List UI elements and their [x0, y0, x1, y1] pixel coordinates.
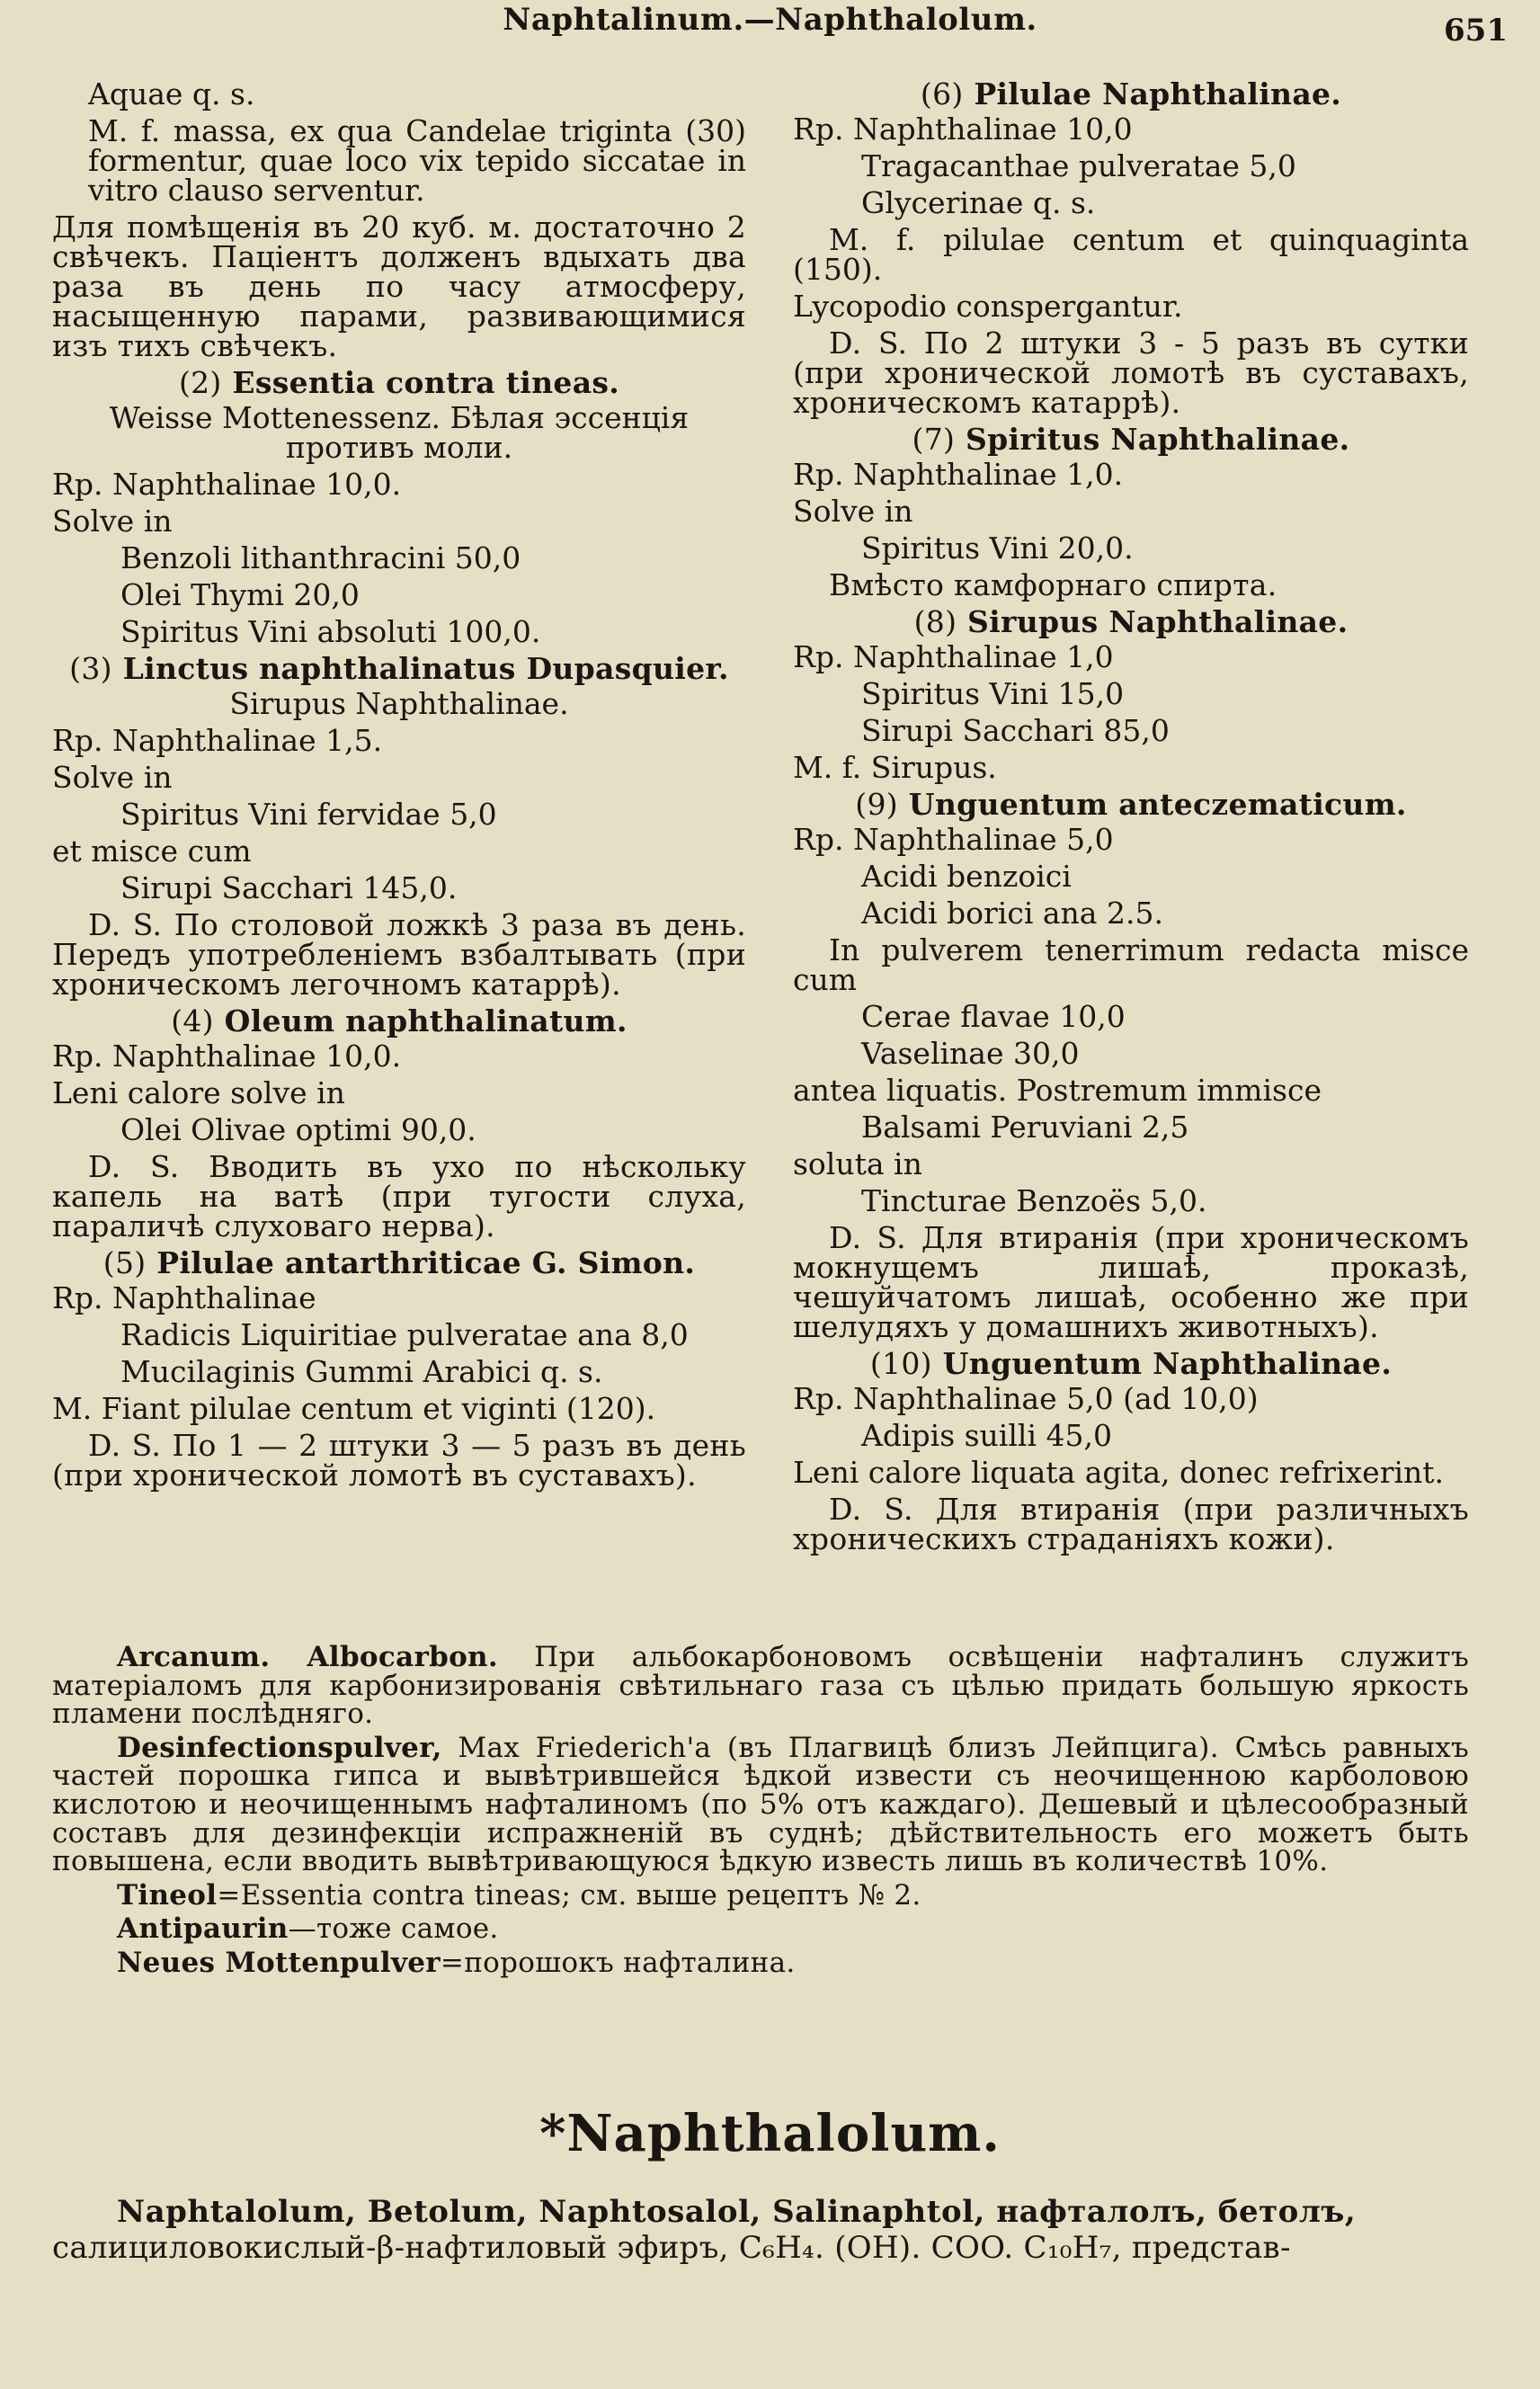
- section-number: (2): [178, 365, 222, 400]
- recipe-line: Tragacanthae pulveratae 5,0: [861, 148, 1296, 183]
- recipe-line: In pulverem tenerrimum redacta misce cum: [793, 932, 1469, 997]
- section-name: Linctus naphthalinatus Dupasquier.: [122, 651, 729, 686]
- section-title-5: [52, 1245, 746, 1280]
- recipe-line: Solve in: [793, 494, 913, 529]
- recipe-line: M. f. pilulae centum et quinquaginta (150).: [793, 222, 1469, 287]
- recipe-line: Leni calore solve in: [52, 1075, 345, 1110]
- section-title-7: [793, 422, 1469, 457]
- recipe-line: Olei Thymi 20,0: [120, 577, 360, 612]
- recipe-line: Sirupi Sacchari 85,0: [861, 713, 1170, 748]
- section-title-10: [793, 1346, 1469, 1381]
- section-subtitle: Sirupus Naphthalinae.: [229, 686, 569, 721]
- note-tineol: [52, 1878, 1469, 1912]
- recipe-signa: D. S. По 2 штуки 3 - 5 разъ въ сутки (при хронической ломотѣ въ суставахъ, хроническомъ катаррѣ).: [793, 325, 1469, 420]
- recipe-signa: D. S. По столовой ложкѣ 3 раза въ день. Передъ употребленіемъ взбалтывать (при хроническомъ легочномъ катаррѣ).: [52, 907, 746, 1002]
- section-name: Spiritus Naphthalinae.: [966, 422, 1350, 457]
- note-term: Neues Mottenpulver: [117, 1947, 441, 1980]
- recipe-line: Acidi borici ana 2.5.: [861, 896, 1163, 931]
- note-arcanum: [52, 1641, 1469, 1731]
- recipe-line: Spiritus Vini absoluti 100,0.: [120, 614, 541, 649]
- recipe-line: Radicis Liquiritiae pulveratae ana 8,0: [120, 1317, 689, 1352]
- running-head: Naphtalinum.—Naphthalolum.: [503, 2, 1037, 38]
- recipe-line: Rp. Naphthalinae 1,0: [793, 639, 1114, 674]
- section-number: (5): [102, 1245, 147, 1280]
- recipe-line: Acidi benzoici: [861, 859, 1072, 894]
- note-desinfection: [52, 1731, 1469, 1878]
- section-title-6: [793, 76, 1469, 111]
- section-name: Pilulae antarthriticae G. Simon.: [156, 1245, 696, 1280]
- recipe-line: et misce cum: [52, 833, 252, 869]
- recipe-line: Solve in: [52, 504, 173, 539]
- note-mottenpulver: [52, 1949, 1469, 1978]
- note-text: При альбокарбоновомъ освѣщеніи нафталинъ служитъ матеріаломъ для карбонизированія свѣтильнаго газа съ цѣлью придать большую яркость пламени послѣдняго.: [52, 1641, 1469, 1731]
- recipe-signa: D. S. Для втиранія (при хроническомъ мокнущемъ лишаѣ, проказѣ, чешуйчатомъ лишаѣ, особенно же при шелудяхъ у домашнихъ животныхъ).: [793, 1220, 1469, 1344]
- recipe-line: Aquae q. s.: [88, 76, 255, 111]
- note-text: —тоже самое.: [288, 1912, 499, 1946]
- recipe-line: M. Fiant pilulae centum et viginti (120).: [52, 1391, 656, 1426]
- recipe-line: Вмѣсто камфорнаго спирта.: [829, 567, 1277, 602]
- recipe-line: antea liquatis. Postremum immisce: [793, 1073, 1322, 1108]
- recipe-line: Olei Olivae optimi 90,0.: [120, 1112, 476, 1147]
- section-number: (4): [171, 1003, 214, 1039]
- note-term: Desinfectionspulver,: [117, 1731, 442, 1764]
- section-number: (7): [912, 422, 956, 457]
- recipe-line: Spiritus Vini 15,0: [861, 676, 1125, 711]
- section-name: Pilulae Naphthalinae.: [974, 76, 1342, 111]
- section-name: Essentia contra tineas.: [232, 365, 620, 400]
- recipe-line: Rp. Naphthalinae 1,5.: [52, 723, 383, 758]
- section-number: (9): [855, 787, 898, 822]
- page-number: 651: [1444, 13, 1508, 49]
- section-name: Oleum naphthalinatum.: [224, 1003, 628, 1039]
- note-term: Antipaurin: [117, 1912, 289, 1946]
- recipe-signa: D. S. По 1 — 2 штуки 3 — 5 разъ въ день (при хронической ломотѣ въ суставахъ).: [52, 1428, 746, 1493]
- note-text: =Essentia contra tineas; см. выше рецептъ № 2.: [217, 1878, 921, 1912]
- recipe-line: Rp. Naphthalinae 10,0: [793, 111, 1133, 147]
- section-title-4: [52, 1003, 746, 1039]
- recipe-line: Rp. Naphthalinae: [52, 1280, 316, 1315]
- recipe-line: Vaselinae 30,0: [861, 1036, 1080, 1071]
- note-term: Tineol: [117, 1878, 218, 1912]
- recipe-line: Lycopodio conspergantur.: [793, 289, 1183, 324]
- section-name: Unguentum anteczematicum.: [908, 787, 1407, 822]
- recipe-line: Tincturae Benzoës 5,0.: [861, 1183, 1207, 1218]
- section-title-3: [52, 651, 746, 686]
- section-number: (10): [869, 1346, 932, 1381]
- note-text: Max Friederich'a (въ Плагвицѣ близъ Лейпцига). Смѣсь равныхъ частей порошка гипса и вывѣтрившейся ѣдкой извести съ неочищенною карболовою кислотою и неочищеннымъ нафталиномъ (по 5% отъ каждаго). Дешевый и цѣлесообразный составъ для дезинфекціи испражненій въ суднѣ; дѣйствительность его можетъ быть повышена, если вводить вывѣтривающуюся ѣдкую известь лишь въ количествѣ 10%.: [52, 1731, 1469, 1878]
- section-name: Unguentum Naphthalinae.: [942, 1346, 1393, 1381]
- recipe-line: Rp. Naphthalinae 10,0.: [52, 467, 402, 502]
- recipe-line: M. f. Sirupus.: [793, 750, 997, 785]
- recipe-signa: D. S. Вводить въ ухо по нѣскольку капель на ватѣ (при тугости слуха, параличѣ слуховаго нерва).: [52, 1149, 746, 1244]
- section-number: (8): [913, 604, 957, 639]
- note-text: =порошокъ нафталина.: [440, 1947, 796, 1980]
- recipe-line: Adipis suilli 45,0: [861, 1418, 1112, 1453]
- recipe-line: Rp. Naphthalinae 5,0: [793, 822, 1114, 857]
- recipe-line: soluta in: [793, 1146, 922, 1181]
- recipe-line: Rp. Naphthalinae 1,0.: [793, 457, 1124, 492]
- recipe-line: Benzoli lithanthracini 50,0: [120, 540, 521, 575]
- note-antipaurin: [52, 1912, 1469, 1946]
- section-subtitle: Weisse Mottenessenz. Бѣлая эссенція противъ моли.: [109, 400, 690, 465]
- recipe-line: Balsami Peruviani 2,5: [861, 1110, 1189, 1145]
- recipe-line: Rp. Naphthalinae 10,0.: [52, 1039, 402, 1074]
- formula-line: салициловокислый-β-нафтиловый эфиръ, C₆H₄. (OH). COO. C₁₀H₇, представ-: [52, 2230, 1291, 2267]
- notes-block: [52, 1641, 1469, 1983]
- section-number: (3): [69, 651, 112, 686]
- recipe-line: Spiritus Vini 20,0.: [861, 530, 1134, 566]
- section-heading: *Naphthalolum.: [539, 2104, 1001, 2163]
- section-name: Sirupus Naphthalinae.: [967, 604, 1349, 639]
- recipe-line: Glycerinae q. s.: [861, 185, 1096, 220]
- left-column: [52, 76, 746, 1497]
- right-column: [793, 76, 1469, 1561]
- recipe-note: Для помѣщенія въ 20 куб. м. достаточно 2 свѣчекъ. Паціентъ долженъ вдыхать два раза въ день по часу атмосферу, насыщенную парами, развивающимися изъ тихъ свѣчекъ.: [52, 209, 746, 363]
- final-paragraph: [52, 2194, 1469, 2266]
- synonyms-line: Naphtalolum, Betolum, Naphtosalol, Salinaphtol, нафталолъ, бетолъ,: [117, 2194, 1357, 2230]
- recipe-line: Sirupi Sacchari 145,0.: [120, 870, 458, 905]
- recipe-line: Leni calore liquata agita, donec refrixerint.: [793, 1455, 1445, 1490]
- section-title-9: [793, 787, 1469, 822]
- section-title-8: [793, 604, 1469, 639]
- recipe-line: Solve in: [52, 760, 173, 795]
- note-term: Arcanum. Albocarbon.: [117, 1641, 498, 1673]
- recipe-line: Spiritus Vini fervidae 5,0: [120, 797, 497, 832]
- recipe-text: M. f. massa, ex qua Candelae triginta (30) formentur, quae loco vix tepido siccatae in vitro clauso serventur.: [88, 113, 746, 208]
- recipe-line: Mucilaginis Gummi Arabici q. s.: [120, 1354, 603, 1389]
- section-title-2: [52, 365, 746, 400]
- recipe-line: Rp. Naphthalinae 5,0 (ad 10,0): [793, 1381, 1259, 1416]
- section-number: (6): [920, 76, 964, 111]
- recipe-signa: D. S. Для втиранія (при различныхъ хроническихъ страданіяхъ кожи).: [793, 1492, 1469, 1556]
- recipe-line: Cerae flavae 10,0: [861, 999, 1126, 1034]
